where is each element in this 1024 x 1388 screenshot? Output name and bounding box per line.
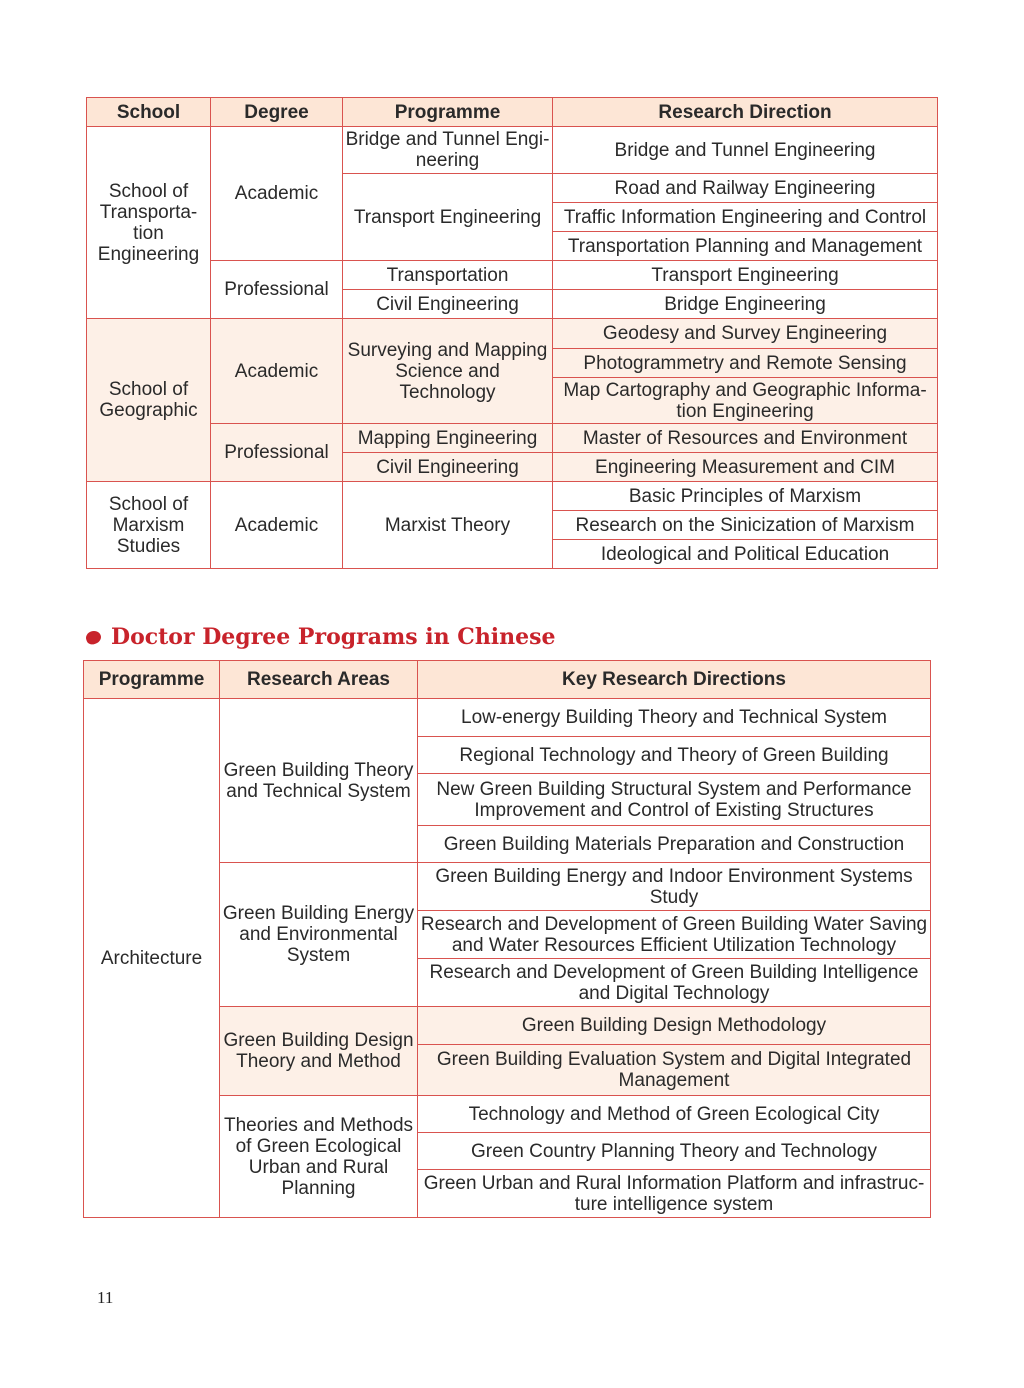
direction-cell: Research on the Sinicization of Marxism <box>553 511 938 540</box>
header-programme: Programme <box>84 661 220 699</box>
direction-cell: Map Cartography and Geographic Informa-tion Engineering <box>553 378 938 424</box>
research-area-cell: Theories and Methods of Green Ecological Urban and Rural Planning <box>220 1096 418 1218</box>
direction-cell: Traffic Information Engineering and Control <box>553 203 938 232</box>
header-degree: Degree <box>211 98 343 127</box>
direction-cell: Regional Technology and Theory of Green Building <box>418 737 931 774</box>
direction-cell: Engineering Measurement and CIM <box>553 453 938 482</box>
direction-cell: Low-energy Building Theory and Technical System <box>418 699 931 737</box>
header-school: School <box>87 98 211 127</box>
direction-cell: Green Urban and Rural Information Platform and infrastruc-ture intelligence system <box>418 1170 931 1218</box>
research-area-cell: Green Building Design Theory and Method <box>220 1007 418 1096</box>
direction-cell: Bridge Engineering <box>553 290 938 319</box>
programme-cell: Bridge and Tunnel Engi-neering <box>343 127 553 174</box>
direction-cell: Transportation Planning and Management <box>553 232 938 261</box>
direction-cell: Green Building Evaluation System and Digital Integrated Management <box>418 1045 931 1096</box>
header-research-direction: Research Direction <box>553 98 938 127</box>
page-number: 11 <box>97 1288 114 1307</box>
research-area-cell: Green Building Energy and Environmental System <box>220 863 418 1007</box>
school-cell: School of Marxism Studies <box>87 482 211 569</box>
direction-cell: Geodesy and Survey Engineering <box>553 319 938 349</box>
programme-cell: Marxist Theory <box>343 482 553 569</box>
degree-cell: Academic <box>211 482 343 569</box>
direction-cell: Green Building Materials Preparation and Construction <box>418 826 931 863</box>
direction-cell: New Green Building Structural System and Performance Improvement and Control of Existing Structures <box>418 774 931 826</box>
direction-cell: Green Building Design Methodology <box>418 1007 931 1045</box>
degree-cell: Academic <box>211 319 343 424</box>
section-heading-text: Doctor Degree Programs in Chinese <box>111 624 556 650</box>
programme-cell: Surveying and Mapping Science and Technology <box>343 319 553 424</box>
degree-cell: Professional <box>211 424 343 482</box>
masters-programs-table <box>86 97 938 569</box>
bullet-icon <box>84 628 103 645</box>
school-cell: School of Geographic <box>87 319 211 482</box>
degree-cell: Academic <box>211 127 343 261</box>
school-cell: School of Transporta-tion Engineering <box>87 127 211 319</box>
programme-cell: Civil Engineering <box>343 290 553 319</box>
programme-cell: Transportation <box>343 261 553 290</box>
direction-cell: Photogrammetry and Remote Sensing <box>553 349 938 378</box>
direction-cell: Research and Development of Green Building Water Saving and Water Resources Efficient Utilization Technology <box>418 911 931 959</box>
programme-cell: Architecture <box>84 699 220 1218</box>
header-programme: Programme <box>343 98 553 127</box>
direction-cell: Bridge and Tunnel Engineering <box>553 127 938 174</box>
direction-cell: Transport Engineering <box>553 261 938 290</box>
direction-cell: Road and Railway Engineering <box>553 174 938 203</box>
programme-cell: Mapping Engineering <box>343 424 553 453</box>
research-area-cell: Green Building Theory and Technical System <box>220 699 418 863</box>
direction-cell: Ideological and Political Education <box>553 540 938 569</box>
programme-cell: Transport Engineering <box>343 174 553 261</box>
degree-cell: Professional <box>211 261 343 319</box>
direction-cell: Basic Principles of Marxism <box>553 482 938 511</box>
section-heading <box>86 622 556 652</box>
direction-cell: Research and Development of Green Building Intelligence and Digital Technology <box>418 959 931 1007</box>
direction-cell: Master of Resources and Environment <box>553 424 938 453</box>
direction-cell: Green Building Energy and Indoor Environment Systems Study <box>418 863 931 911</box>
programme-cell: Civil Engineering <box>343 453 553 482</box>
direction-cell: Green Country Planning Theory and Technology <box>418 1133 931 1170</box>
header-research-areas: Research Areas <box>220 661 418 699</box>
doctor-programs-table <box>83 660 931 1218</box>
direction-cell: Technology and Method of Green Ecological City <box>418 1096 931 1133</box>
header-key-research-directions: Key Research Directions <box>418 661 931 699</box>
